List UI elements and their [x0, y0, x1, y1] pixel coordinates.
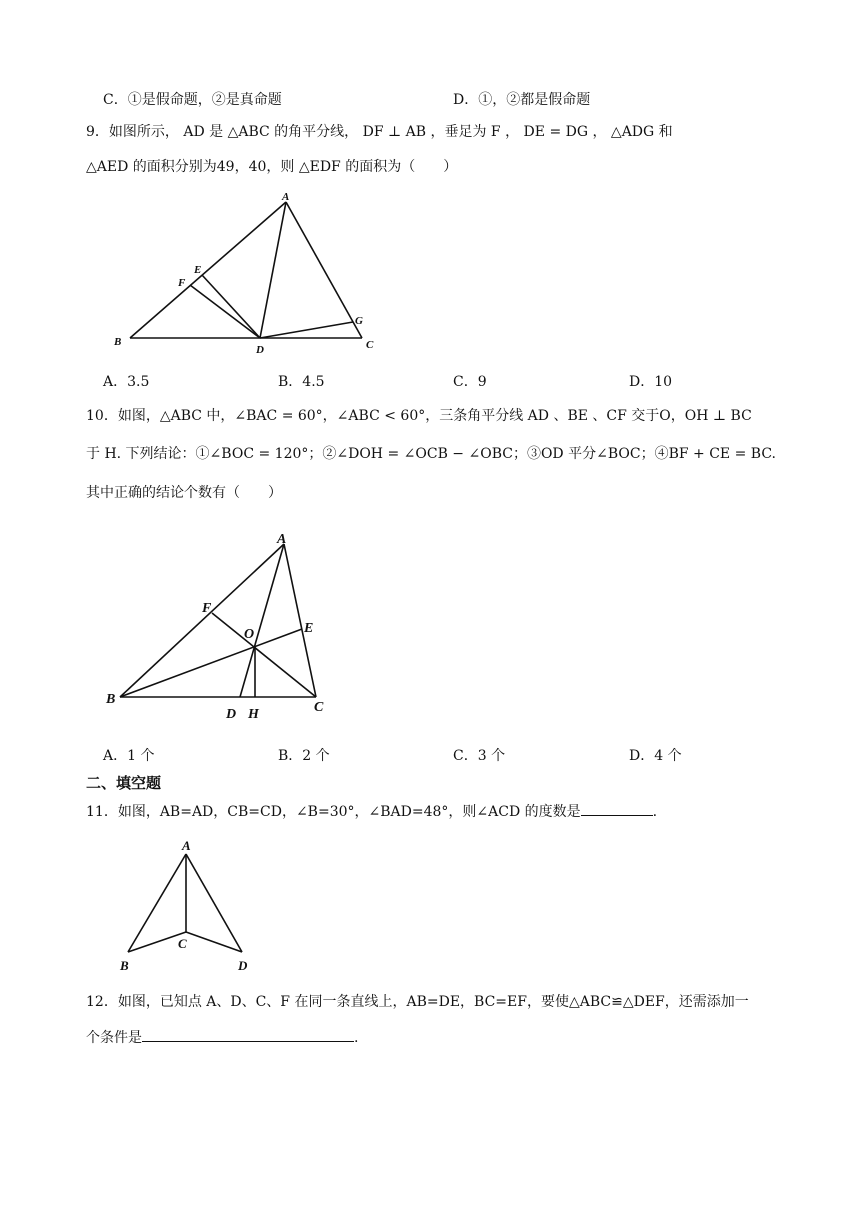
option-value: 10: [654, 374, 673, 390]
q10-text-line1: 10．如图，△ABC 中，∠BAC = 60°，∠ABC < 60°，三条角平分线 AD 、BE 、CF 交于O，OH ⊥ BC: [86, 408, 752, 424]
option-label: B．: [278, 748, 303, 764]
q9-seg-dg: [260, 322, 353, 338]
option-text: ①是假命题，②是真命题: [127, 92, 282, 108]
q10-label-d: D: [226, 707, 237, 722]
option-label: C．: [453, 748, 478, 764]
option-label: D．: [629, 748, 655, 764]
q9-label-a: A: [282, 191, 290, 203]
option-label: C．: [103, 92, 128, 108]
q10-label-b: B: [106, 692, 116, 707]
option-value: 4 个: [654, 748, 682, 764]
q11-seg-ad: [186, 854, 242, 952]
q11-end: .: [652, 804, 658, 820]
option-value: 9: [477, 374, 487, 390]
q10-label-c: C: [314, 700, 324, 715]
q9-seg-de: [202, 275, 260, 338]
q10-option-c: [453, 745, 505, 765]
option-value: 3 个: [477, 748, 506, 764]
q9-seg-df: [190, 285, 260, 338]
q10-label-a: A: [277, 532, 287, 547]
q11-label-d: D: [238, 958, 248, 973]
option-label: A．: [103, 374, 128, 390]
q11-label-b: B: [120, 958, 129, 973]
q10-option-b: [278, 745, 330, 765]
q11-label-a: A: [182, 838, 191, 853]
option-label: C．: [453, 374, 478, 390]
option-text: ①，②都是假命题: [478, 92, 591, 108]
option-value: 4.5: [302, 374, 325, 390]
q10-seg-ad: [240, 544, 284, 697]
q9-seg-ac: [286, 202, 362, 338]
q10-label-e: E: [304, 621, 314, 636]
q9-option-a: [103, 371, 149, 391]
q12-end: .: [354, 1030, 359, 1046]
q9-seg-ad: [260, 202, 286, 338]
q11-seg-cd: [186, 932, 242, 952]
option-label: D．: [453, 92, 479, 108]
q12-prompt: 个条件是: [86, 1030, 142, 1046]
q11-text: [86, 801, 657, 822]
section-heading: 二、填空题: [86, 774, 162, 792]
q8-option-d: [453, 89, 590, 109]
q10-option-d: [629, 745, 682, 765]
q12-text-line1: 12．如图，已知点 A、D、C、F 在同一条直线上，AB=DE，BC=EF，要使△ABC≌△DEF，还需添加一: [86, 994, 749, 1010]
q10-figure: [100, 528, 340, 723]
q9-label-g: G: [355, 315, 363, 327]
q11-answer-blank[interactable]: [581, 801, 653, 816]
q9-label-b: B: [114, 336, 122, 348]
q11-prompt: 11．如图，AB=AD，CB=CD，∠B=30°，∠BAD=48°，则∠ACD 的度数是: [86, 804, 581, 820]
option-value: 1 个: [127, 748, 155, 764]
q9-text-line1: 9．如图所示， AD 是 △ABC 的角平分线， DF ⊥ AB ，垂足为 F ， DE = DG ， △ADG 和: [86, 124, 673, 140]
q9-option-b: [278, 371, 325, 391]
q10-text-line3: 其中正确的结论个数有（ ）: [86, 485, 282, 501]
q10-option-a: [103, 745, 154, 765]
q9-option-d: [629, 371, 672, 391]
q11-label-c: C: [178, 936, 187, 951]
q9-label-c: C: [366, 339, 374, 351]
q10-label-f: F: [202, 601, 212, 616]
q10-label-o: O: [244, 627, 255, 642]
option-label: A．: [103, 748, 128, 764]
q9-label-d: D: [256, 344, 264, 356]
q10-text-line2: 于 H. 下列结论：①∠BOC = 120°；②∠DOH = ∠OCB − ∠OBC；③OD 平分∠BOC；④BF + CE = BC.: [86, 446, 776, 462]
q12-answer-blank[interactable]: [142, 1027, 354, 1042]
q12-text-line2: [86, 1027, 358, 1048]
q8-option-c: [103, 89, 282, 109]
option-value: 2 个: [302, 748, 330, 764]
q9-seg-ab: [130, 202, 286, 338]
option-label: B．: [278, 374, 303, 390]
q9-figure: [108, 188, 388, 358]
q10-label-h: H: [248, 707, 259, 722]
q10-seg-ab: [120, 544, 284, 697]
option-value: 3.5: [127, 374, 150, 390]
q9-label-e: E: [194, 264, 202, 276]
option-label: D．: [629, 374, 655, 390]
q11-figure: [112, 836, 262, 976]
q9-option-c: [453, 371, 487, 391]
q9-text-line2: △AED 的面积分别为49，40，则 △EDF 的面积为（ ）: [86, 159, 458, 175]
q9-label-f: F: [178, 277, 186, 289]
